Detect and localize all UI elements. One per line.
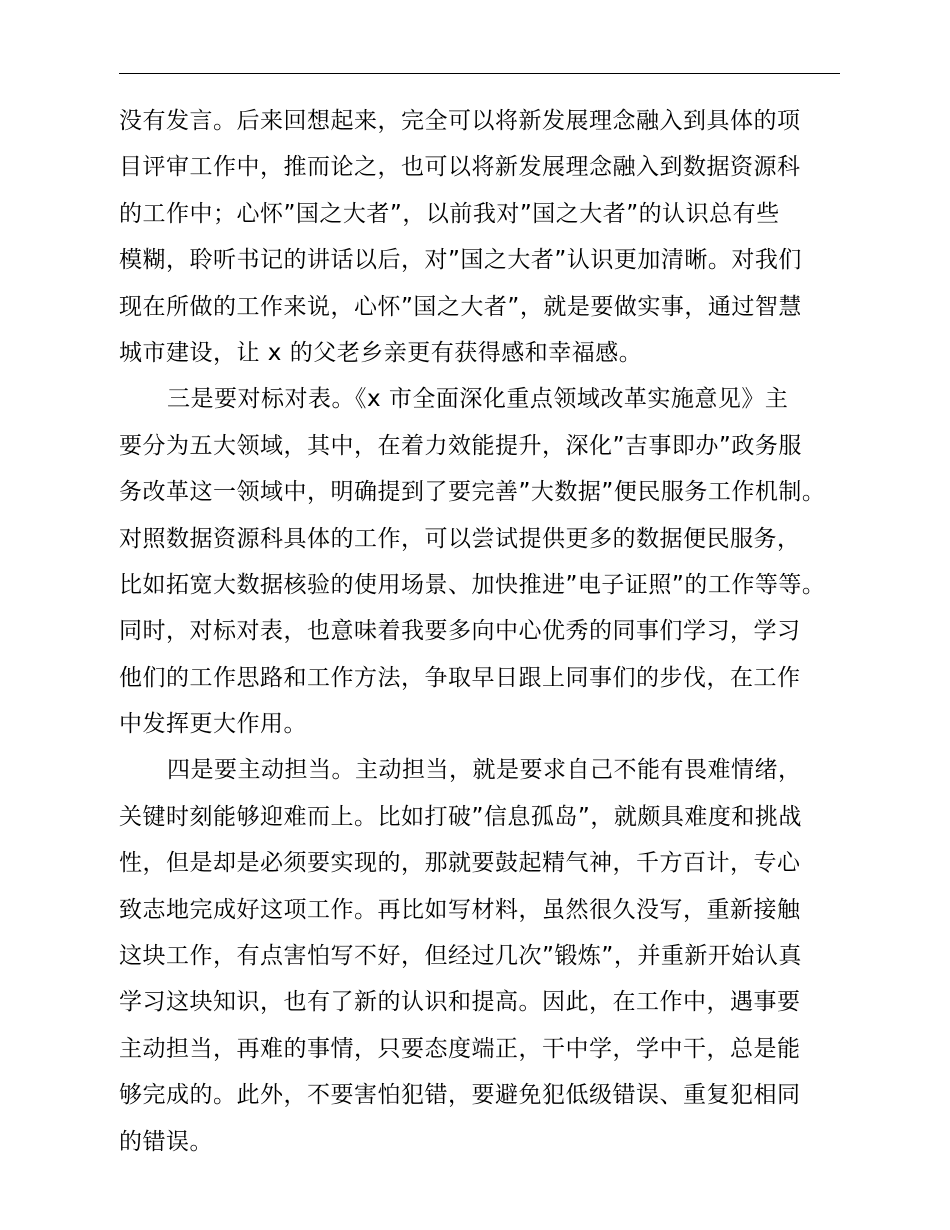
text-line: 中发挥更大作用。 (119, 711, 307, 738)
paragraph-first-line: 四是要主动担当。主动担当，就是要求自己不能有畏难情绪， (167, 757, 802, 784)
body-text (119, 98, 843, 1165)
header-rule (119, 73, 840, 74)
paragraph-first-line: 三是要对标对表。《x 市全面深化重点领域改革实施意见》主 (167, 386, 789, 413)
text-line: 城市建设，让 x 的父老乡亲更有获得感和幸福感。 (119, 339, 643, 366)
text-line: 目评审工作中，推而论之，也可以将新发展理念融入到数据资源科 (119, 154, 801, 181)
text-line: 致志地完成好这项工作。再比如写材料，虽然很久没写，重新接触 (119, 896, 801, 923)
text-line: 学习这块知识，也有了新的认识和提高。因此，在工作中，遇事要 (119, 989, 801, 1016)
text-line: 的错误。 (119, 1128, 213, 1155)
text-line: 他们的工作思路和工作方法，争取早日跟上同事们的步伐，在工作 (119, 664, 801, 691)
text-line: 的工作中；心怀”国之大者”，以前我对”国之大者”的认识总有些 (119, 200, 780, 227)
text-line: 同时，对标对表，也意味着我要多向中心优秀的同事们学习，学习 (119, 618, 801, 645)
text-line: 比如拓宽大数据核验的使用场景、加快推进”电子证照”的工作等等。 (119, 571, 826, 598)
text-line: 模糊，聆听书记的讲话以后，对”国之大者”认识更加清晰。对我们 (119, 247, 802, 274)
text-line: 没有发言。后来回想起来，完全可以将新发展理念融入到具体的项 (119, 108, 801, 134)
text-line: 关键时刻能够迎难而上。比如打破”信息孤岛”，就颇具难度和挑战 (119, 803, 802, 830)
text-line: 够完成的。此外，不要害怕犯错，要避免犯低级错误、重复犯相同 (119, 1082, 801, 1109)
text-line: 务改革这一领域中，明确提到了要完善”大数据”便民服务工作机制。 (119, 479, 826, 506)
text-line: 主动担当，再难的事情，只要态度端正，干中学，学中干，总是能 (119, 1035, 801, 1062)
text-line: 要分为五大领域，其中，在着力效能提升，深化”吉事即办”政务服 (119, 432, 802, 459)
text-line: 性，但是却是必须要实现的，那就要鼓起精气神，千方百计，专心 (119, 850, 801, 877)
text-line: 现在所做的工作来说，心怀”国之大者”，就是要做实事，通过智慧 (119, 293, 802, 320)
text-line: 这块工作，有点害怕写不好，但经过几次”锻炼”，并重新开始认真 (119, 943, 802, 970)
text-line: 对照数据资源科具体的工作，可以尝试提供更多的数据便民服务， (119, 525, 801, 552)
